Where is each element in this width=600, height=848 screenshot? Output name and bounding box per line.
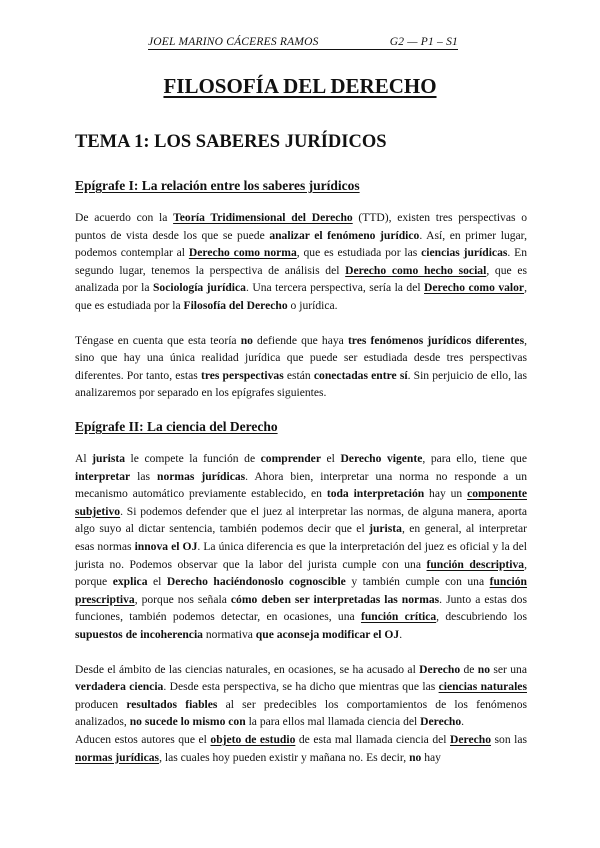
- epigrafe-2-body: [75, 450, 527, 766]
- page-header: [148, 36, 458, 50]
- tema-heading: TEMA 1: LOS SABERES JURÍDICOS: [75, 132, 387, 152]
- epigrafe-1-body: [75, 209, 527, 402]
- document-title: FILOSOFÍA DEL DERECHO: [163, 74, 437, 98]
- paragraph: Desde el ámbito de las ciencias naturales, en ocasiones, se ha acusado al Derecho de no ser una verdadera ciencia. Desde esta perspectiva, se ha dicho que mientras que las ciencias naturales producen resultados fiables al ser predecibles los comportamientos de los fenómenos analizados, no sucede lo mismo con la para ellos mal llamada ciencia del Derecho.: [75, 662, 527, 729]
- paragraph: Al jurista le compete la función de comprender el Derecho vigente, para ello, tiene que interpretar las normas jurídicas. Ahora bien, interpretar una norma no responde a un mecanismo automático previamente establecido, en toda interpretación hay un componente subjetivo. Si podemos defender que el juez al interpretar las normas, de alguna manera, aporta algo suyo al dictar sentencia, también podemos decir que el jurista, en general, al interpretar esas normas innova el OJ. La única diferencia es que la interpretación del juez es oficial y la del jurista no. Podemos observar que la labor del jurista cumple con una función descriptiva, porque explica el Derecho haciéndonoslo cognoscible y también cumple con una función prescriptiva, porque nos señala cómo deben ser interpretadas las normas. Junto a estas dos funciones, también podemos detectar, en ocasiones, una función crítica, descubriendo los supuestos de incoherencia normativa que aconseja modificar el OJ.: [75, 452, 528, 641]
- epigrafe-1-heading: Epígrafe I: La relación entre los saberes jurídicos: [75, 178, 360, 193]
- epigrafe-2-heading: Epígrafe II: La ciencia del Derecho: [75, 419, 278, 434]
- header-author: JOEL MARINO CÁCERES RAMOS: [148, 36, 319, 48]
- header-code: G2 — P1 – S1: [389, 36, 458, 48]
- paragraph: Téngase en cuenta que esta teoría no defiende que haya tres fenómenos jurídicos diferentes, sino que hay una única realidad jurídica que puede ser estudiada desde tres perspectivas diferentes. Por tanto, estas tres perspectivas están conectadas entre sí. Sin perjuicio de ello, las analizaremos por separado en los epígrafes siguientes.: [75, 333, 528, 400]
- paragraph: De acuerdo con la Teoría Tridimensional del Derecho (TTD), existen tres perspectivas o puntos de vista desde los que se puede analizar el fenómeno jurídico. Así, en primer lugar, podemos contemplar al Derecho como norma, que es estudiada por las ciencias jurídicas. En segundo lugar, tenemos la perspectiva de análisis del Derecho como hecho social, que es analizada por la Sociología jurídica. Una tercera perspectiva, sería la del Derecho como valor, que es estudiada por la Filosofía del Derecho o jurídica.: [75, 211, 528, 312]
- paragraph: Aducen estos autores que el objeto de estudio de esta mal llamada ciencia del Derecho son las normas jurídicas, las cuales hoy pueden existir y mañana no. Es decir, no hay: [75, 732, 528, 764]
